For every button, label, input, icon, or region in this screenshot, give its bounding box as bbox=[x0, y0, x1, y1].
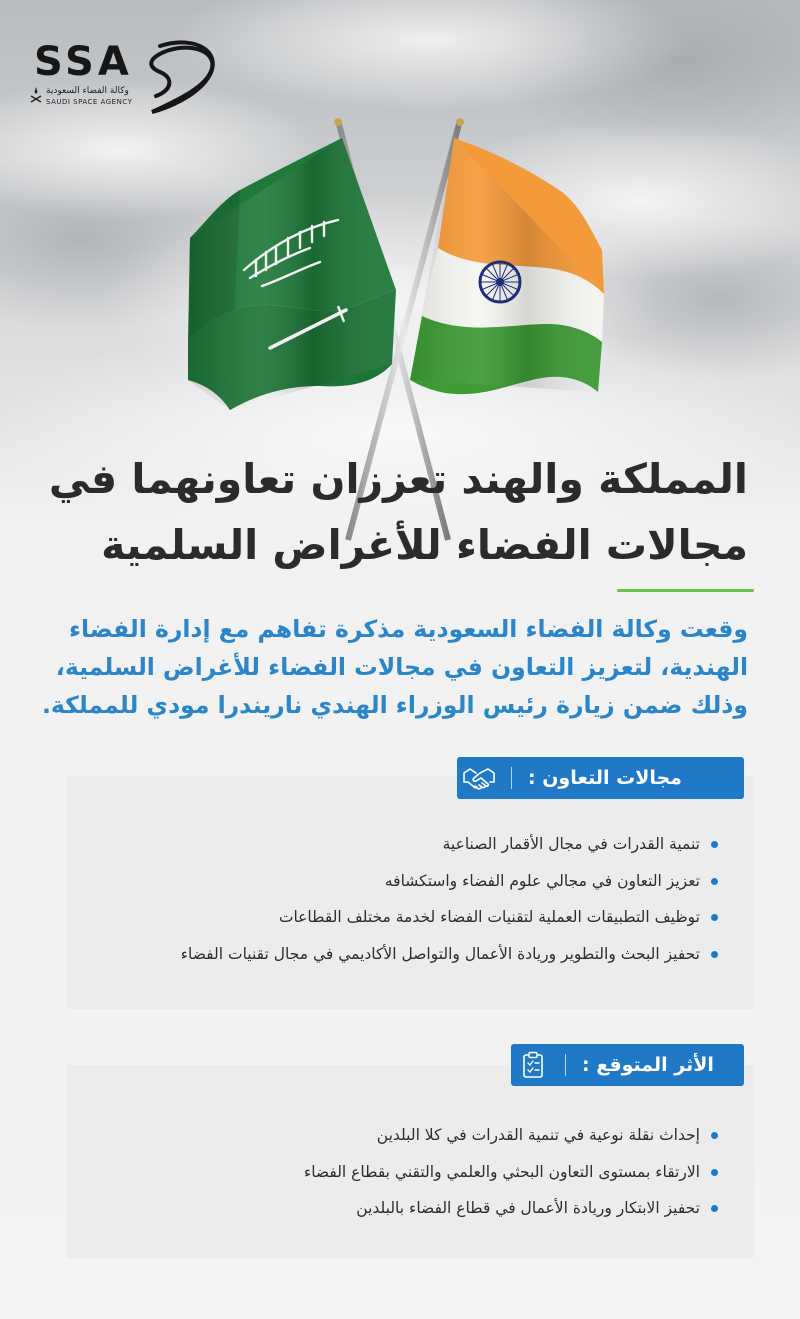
cooperation-title: مجالات التعاون : bbox=[528, 767, 682, 789]
clipboard-icon bbox=[511, 1044, 555, 1086]
bullet-icon bbox=[711, 1205, 718, 1212]
intro-line-1: وقعت وكالة الفضاء السعودية مذكرة تفاهم مع إدارة الفضاء bbox=[69, 615, 748, 643]
logo-wordmark: SSA bbox=[34, 39, 133, 85]
bullet-icon bbox=[711, 1169, 718, 1176]
list-item bbox=[181, 936, 720, 973]
badge-separator bbox=[511, 767, 512, 789]
list-item-text: تنمية القدرات في مجال الأقمار الصناعية bbox=[442, 835, 700, 853]
list-item-text: الارتقاء بمستوى التعاون البحثي والعلمي والتقني بقطاع الفضاء bbox=[303, 1162, 700, 1181]
list-item-text: تحفيز البحث والتطوير وريادة الأعمال والتواصل الأكاديمي في مجال تقنيات الفضاء bbox=[180, 944, 700, 963]
logo-arabic-name: وكالة الفضاء السعودية bbox=[46, 86, 129, 96]
list-item bbox=[304, 1117, 720, 1154]
badge-separator bbox=[565, 1054, 566, 1076]
list-item-text: توظيف التطبيقات العملية لتقنيات الفضاء لخدمة مختلف القطاعات bbox=[278, 908, 700, 926]
ssa-logo bbox=[30, 36, 220, 116]
impact-header-badge bbox=[511, 1044, 744, 1086]
intro-paragraph bbox=[28, 610, 748, 724]
handshake-icon bbox=[457, 757, 501, 799]
impact-list bbox=[304, 1117, 720, 1227]
bullet-icon bbox=[711, 1132, 718, 1139]
list-item bbox=[181, 863, 720, 900]
intro-line-3: وذلك ضمن زيارة رئيس الوزراء الهندي ناريندرا مودي للمملكة. bbox=[41, 691, 748, 719]
list-item-text: تعزيز التعاون في مجالي علوم الفضاء واستكشافه bbox=[384, 871, 700, 890]
bullet-icon bbox=[711, 914, 718, 921]
cooperation-header-badge bbox=[457, 757, 744, 799]
list-item bbox=[181, 826, 720, 863]
bullet-icon bbox=[711, 841, 718, 848]
logo-swoosh-icon bbox=[138, 36, 222, 116]
logo-english-name: SAUDI SPACE AGENCY bbox=[46, 98, 133, 106]
headline bbox=[48, 446, 748, 578]
cooperation-list bbox=[181, 826, 720, 972]
title-divider bbox=[617, 589, 754, 592]
headline-line-2: مجالات الفضاء للأغراض السلمية bbox=[101, 521, 748, 569]
list-item bbox=[304, 1154, 720, 1191]
headline-line-1: المملكة والهند تعززان تعاونهما في bbox=[48, 455, 748, 503]
list-item-text: تحفيز الابتكار وريادة الأعمال في قطاع الفضاء بالبلدين bbox=[356, 1199, 700, 1217]
list-item bbox=[304, 1190, 720, 1227]
ashoka-chakra-icon bbox=[480, 262, 520, 302]
intro-line-2: الهندية، لتعزيز التعاون في مجالات الفضاء للأغراض السلمية، bbox=[55, 653, 748, 681]
list-item bbox=[181, 899, 720, 936]
bullet-icon bbox=[711, 878, 718, 885]
india-flag bbox=[410, 138, 604, 394]
impact-title: الأثر المتوقع : bbox=[582, 1054, 714, 1076]
list-item-text: إحداث نقلة نوعية في تنمية القدرات في كلا البلدين bbox=[376, 1126, 700, 1144]
emblem-icon bbox=[30, 86, 42, 104]
saudi-flag bbox=[188, 138, 396, 410]
bullet-icon bbox=[711, 951, 718, 958]
